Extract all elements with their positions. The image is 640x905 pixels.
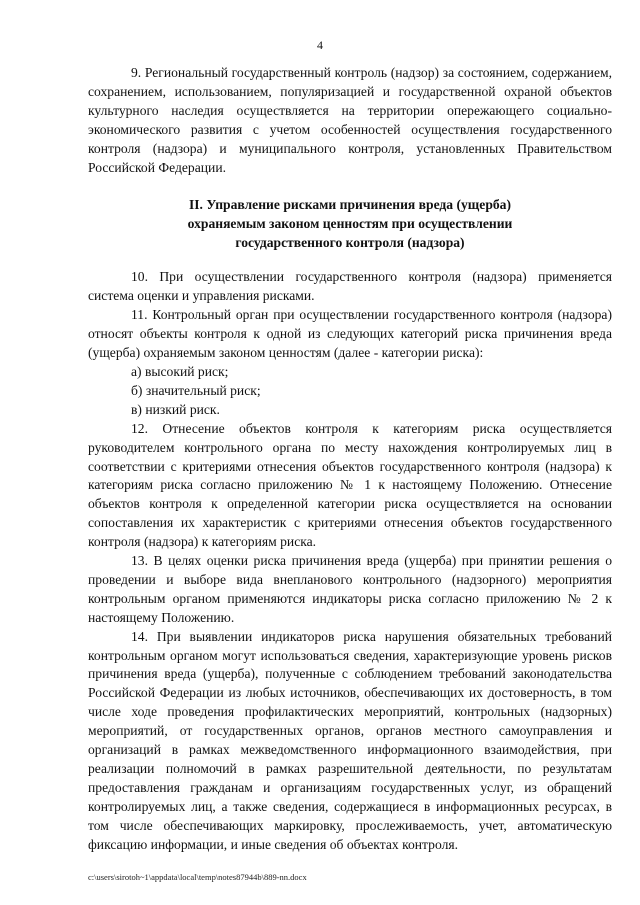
paragraph-14: 14. При выявлении индикаторов риска нарушения обязательных требований контрольным органом могут использоваться сведения, характеризующие уровень рисков причинения вреда (ущерба), полученные с соблюдением требований законодательства Российской Федерации из любых источников, обеспечивающих их достоверность, в том числе ходе проведения профилактических мероприятий, контрольных (надзорных) мероприятий, от государственных органов, органов местного самоуправления и организаций в рамках межведомственного информационного взаимодействия, при реализации полномочий в рамках разрешительной деятельности, по результатам предоставления гражданам и организациям государственных услуг, из обращений контролируемых лиц, а также сведения, содержащиеся в информационных ресурсах, в том числе обеспечивающих маркировку, прослеживаемость, учет, автоматическую фиксацию информации, и иные сведения об объектах контроля. [88,628,612,852]
section-heading [88,195,612,252]
paragraph-12: 12. Отнесение объектов контроля к категориям риска осуществляется руководителем контрольного органа по месту нахождения контролируемых лиц в соответствии с критериями отнесения объектов государственного контроля (надзора) к категориям риска согласно приложению № 1 к настоящему Положению. Отнесение объектов контроля к определенной категории риска осуществляется на основании сопоставления их характеристик с критериями отнесения объектов государственного контроля (надзора) к категориям риска. [88,420,612,550]
paragraph-10: 10. При осуществлении государственного контроля (надзора) применяется система оценки и управления рисками. [88,269,612,304]
section-heading-line-3: государственного контроля (надзора) [235,235,465,251]
risk-category-low: в) низкий риск. [131,401,220,417]
document-body [88,64,612,855]
risk-category-high: а) высокий риск; [131,363,229,379]
footer-file-path: c:\users\sirotoh~1\appdata\local\temp\notes87944b\889-nn.docx [88,872,307,882]
paragraph-11: 11. Контрольный орган при осуществлении государственного контроля (надзора) относят объекты контроля к одной из следующих категорий риска причинения вреда (ущерба) охраняемым законом ценностям (далее - категории риска): [88,307,612,361]
section-heading-line-2: охраняемым законом ценностям при осуществлении [187,216,513,232]
paragraph-9: 9. Региональный государственный контроль (надзор) за состоянием, содержанием, сохранением, использованием, популяризацией и государственной охраной объектов культурного наследия осуществляется на территории опережающего социально-экономического развития с учетом особенностей осуществления государственного контроля (надзора) и муниципального контроля, установленных Правительством Российской Федерации. [88,65,612,175]
section-heading-line-1: II. Управление рисками причинения вреда (ущерба) [188,197,512,213]
risk-category-significant: б) значительный риск; [131,382,261,398]
page-number: 4 [317,38,323,52]
paragraph-13: 13. В целях оценки риска причинения вреда (ущерба) при принятии решения о проведении и выборе вида внепланового контрольного (надзорного) мероприятия контрольным органом применяются индикаторы риска согласно приложению № 2 к настоящему Положению. [88,553,612,625]
